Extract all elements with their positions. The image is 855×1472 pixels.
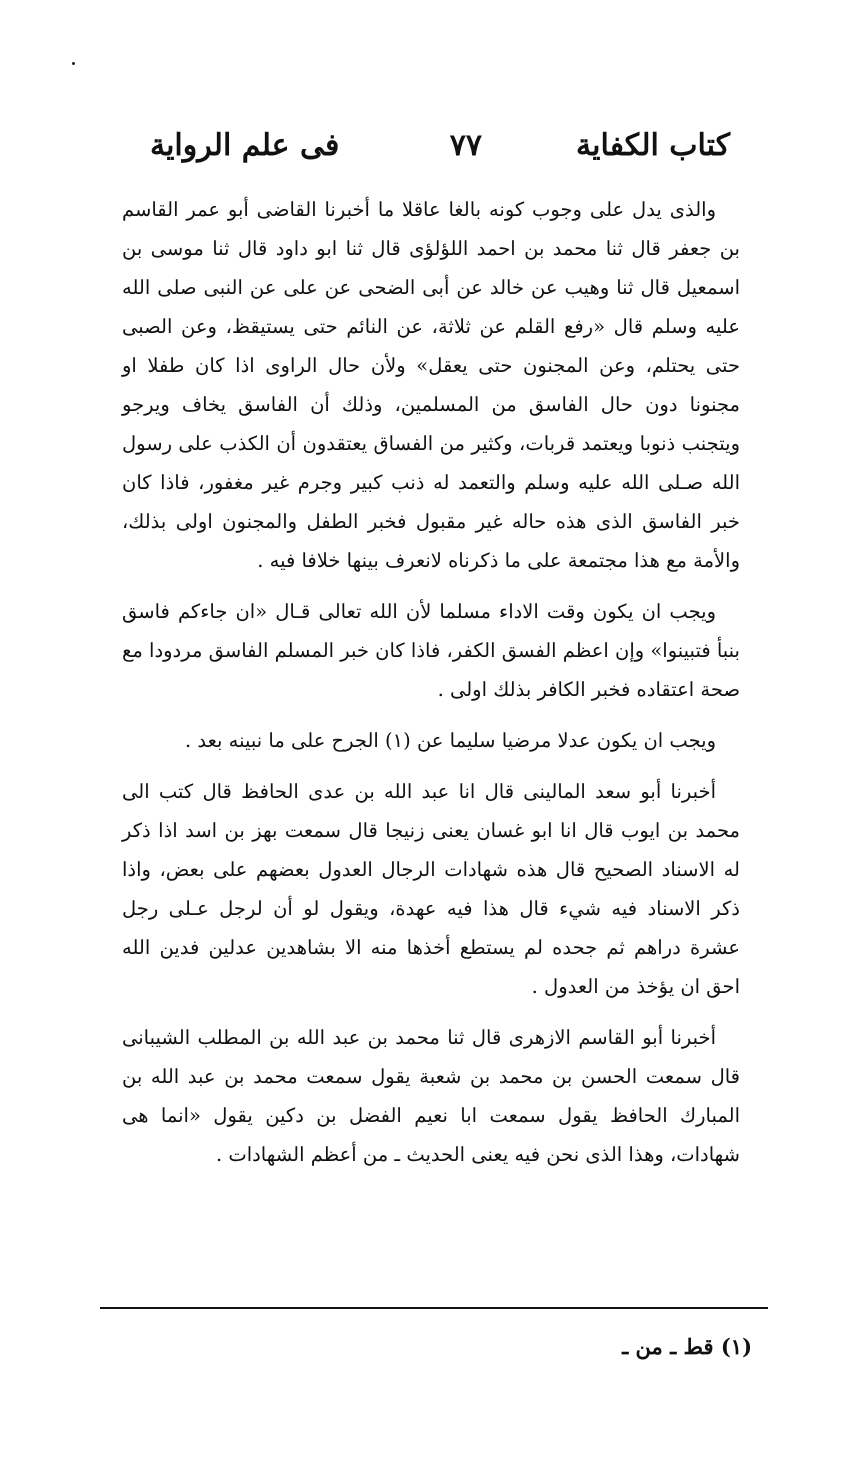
- main-text: [122, 190, 740, 1174]
- paragraph: ويجب ان يكون وقت الاداء مسلما لأن الله تعالى قـال «ان جاءكم فاسق بنبأ فتبينوا» وإن اعظم الفسق الكفر، فاذا كان خبر المسلم الفاسق مردودا مع صحة اعتقاده فخبر الكافر بذلك اولى .: [122, 600, 740, 701]
- paragraph: أخبرنا أبو القاسم الازهرى قال ثنا محمد بن عبد الله بن المطلب الشيبانى قال سمعت الحسن بن محمد بن شعبة يقول سمعت محمد بن عبد الله بن المبارك الحافظ يقول سمعت ابا نعيم الفضل بن دكين يقول «انما هى شهادات، وهذا الذى نحن فيه يعنى الحديث ـ من أعظم الشهادات .: [122, 1026, 740, 1166]
- footnote: (١) قط ـ من ـ: [622, 1334, 752, 1359]
- scan-speck: [72, 62, 75, 65]
- page-number: ٧٧: [449, 128, 482, 163]
- paragraph: أخبرنا أبو سعد المالينى قال انا عبد الله بن عدى الحافظ قال كتب الى محمد بن ايوب قال انا ابو غسان يعنى زنيجا قال سمعت بهز بن اسد اذا ذكر له الاسناد الصحيح قال هذه شهادات الرجال العدول بعضهم على بعض، واذا ذكر الاسناد فيه شيء قال هذا فيه عهدة، ويقول لو أن لرجل عـلى رجل عشرة دراهم ثم جحده لم يستطع أخذها منه الا بشاهدين عدلين فدين الله احق ان يؤخذ من العدول .: [122, 780, 740, 998]
- book-subtitle: فى علم الرواية: [150, 128, 340, 163]
- book-title: كتاب الكفاية: [576, 128, 730, 163]
- footnote-divider: [100, 1307, 768, 1309]
- paragraph: ويجب ان يكون عدلا مرضيا سليما عن (١) الجرح على ما نبينه بعد .: [185, 729, 716, 752]
- running-header: [150, 128, 730, 178]
- paragraph: والذى يدل على وجوب كونه بالغا عاقلا ما أخبرنا القاضى أبو عمر القاسم بن جعفر قال ثنا محمد بن احمد اللؤلؤى قال ثنا ابو داود قال ثنا موسى بن اسمعيل قال ثنا وهيب عن خالد عن أبى الضحى عن على عن النبى صلى الله عليه وسلم قال «رفع القلم عن ثلاثة، عن النائم حتى يستيقظ، وعن الصبى حتى يحتلم، وعن المجنون حتى يعقل» ولأن حال الراوى اذا كان طفلا او مجنونا دون حال الفاسق من المسلمين، وذلك أن الفاسق يخاف ويرجو ويتجنب ذنوبا ويعتمد قربات، وكثير من الفساق يعتقدون أن الكذب على رسول الله صـلى الله عليه وسلم والتعمد له ذنب كبير وجرم غير مغفور، فاذا كان خبر الفاسق الذى هذه حاله غير مقبول فخبر الطفل والمجنون اولى بذلك، والأمة مع هذا مجتمعة على ما ذكرناه لانعرف بينها خلافا فيه .: [122, 198, 740, 572]
